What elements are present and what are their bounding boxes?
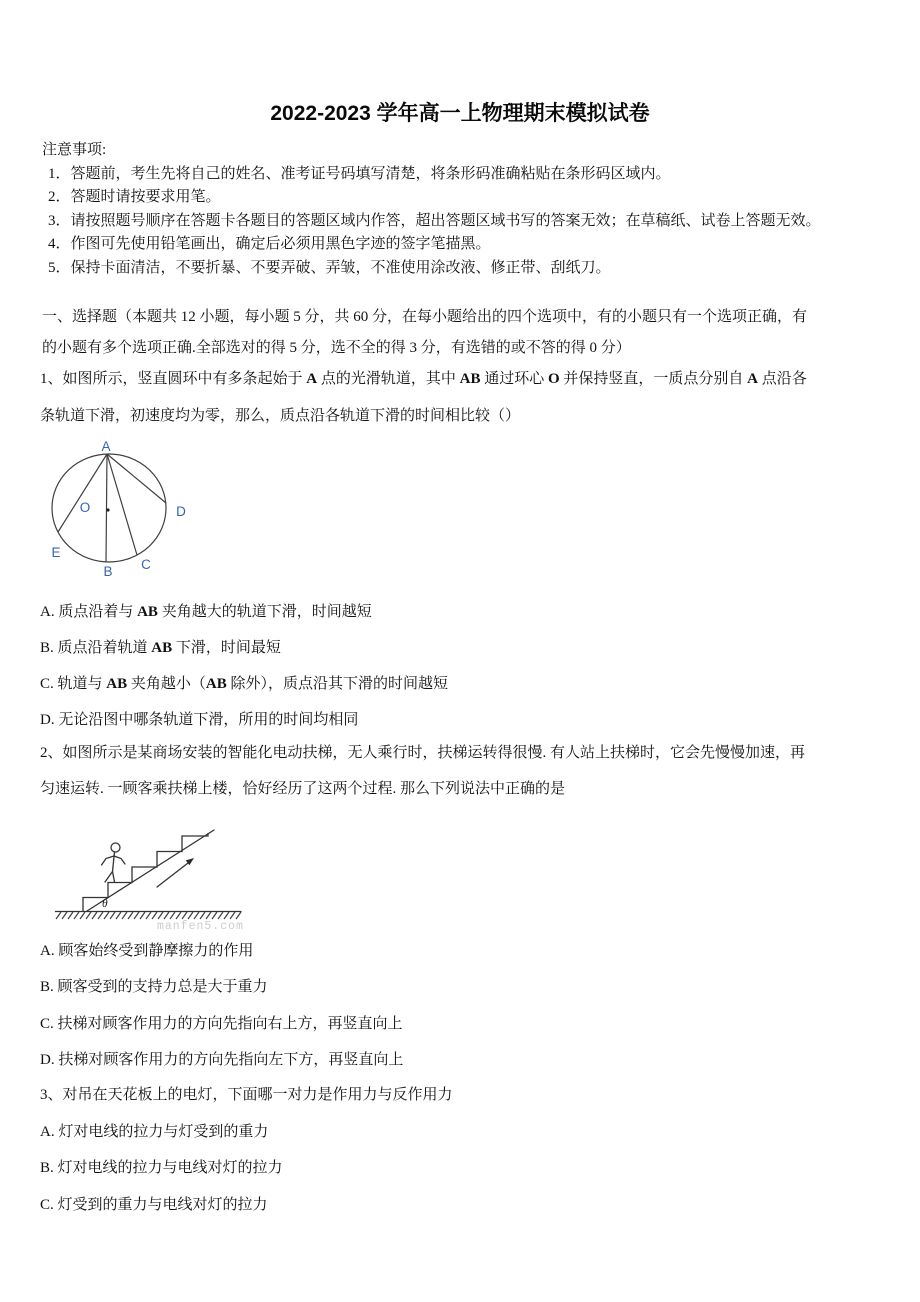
section-heading-line-2: 的小题有多个选项正确.全部选对的得 5 分，选不全的得 3 分，有选错的或不答的得 0 分） bbox=[42, 340, 631, 356]
q3-option-a: A. 灯对电线的拉力与灯受到的重力 bbox=[40, 1124, 269, 1140]
note-item-2: 2．答题时请按要求用笔。 bbox=[48, 189, 221, 205]
watermark-text: manfen5.com bbox=[157, 920, 244, 933]
circle-outline bbox=[52, 454, 166, 562]
question-1-text bbox=[40, 361, 895, 435]
escalator-diagram bbox=[55, 825, 255, 935]
section-heading-line-1: 一、选择题（本题共 12 小题，每小题 5 分，共 60 分，在每小题给出的四个选项中，有的小题只有一个选项正确，有 bbox=[42, 309, 808, 325]
notes-block bbox=[42, 139, 892, 280]
q1-option-a: A. 质点沿着与 AB 夹角越大的轨道下滑，时间越短 bbox=[40, 604, 372, 620]
question-3-options bbox=[40, 1114, 895, 1223]
notes-heading: 注意事项: bbox=[42, 142, 107, 158]
section-1-heading bbox=[42, 302, 892, 364]
question-1-line-1: 1、如图所示，竖直圆环中有多条起始于 A 点的光滑轨道，其中 AB 通过环心 O 并保持竖直，一质点分别自 A 点沿各 bbox=[40, 371, 807, 387]
q1-option-c: C. 轨道与 AB 夹角越小（AB 除外），质点沿其下滑的时间越短 bbox=[40, 676, 448, 692]
q2-option-b: B. 顾客受到的支持力总是大于重力 bbox=[40, 979, 268, 996]
question-3-text: 3、对吊在天花板上的电灯，下面哪一对力是作用力与反作用力 bbox=[40, 1087, 453, 1103]
track-line-ae bbox=[58, 454, 107, 532]
question-2-line-2: 匀速运转. 一顾客乘扶梯上楼，恰好经历了这两个过程. 那么下列说法中正确的是 bbox=[40, 781, 566, 797]
angle-theta-label: θ bbox=[102, 898, 108, 910]
q1-option-b: B. 质点沿着轨道 AB 下滑，时间最短 bbox=[40, 640, 281, 656]
q1-option-d: D. 无论沿图中哪条轨道下滑，所用的时间均相同 bbox=[40, 712, 359, 728]
q3-option-b: B. 灯对电线的拉力与电线对灯的拉力 bbox=[40, 1160, 283, 1177]
q2-option-a: A. 顾客始终受到静摩擦力的作用 bbox=[40, 943, 254, 959]
page-title: 2022-2023 学年高一上物理期末模拟试卷 bbox=[270, 102, 650, 125]
label-e: E bbox=[51, 545, 61, 560]
passenger-stick-figure bbox=[102, 843, 126, 882]
ground-hatching bbox=[56, 912, 241, 919]
question-1-line-2: 条轨道下滑，初速度均为零，那么，质点沿各轨道下滑的时间相比较（） bbox=[40, 408, 521, 424]
note-item-3: 3．请按照题号顺序在答题卡各题目的答题区域内作答，超出答题区域书写的答案无效；在草稿纸、试卷上答题无效。 bbox=[48, 212, 821, 229]
label-d: D bbox=[176, 504, 186, 519]
center-dot bbox=[106, 508, 109, 511]
question-2-text bbox=[40, 735, 895, 807]
question-2-options bbox=[40, 933, 895, 1078]
label-o: O bbox=[79, 500, 91, 515]
question-2-line-1: 2、如图所示是某商场安装的智能化电动扶梯，无人乘行时，扶梯运转得很慢. 有人站上扶梯时，它会先慢慢加速，再 bbox=[40, 745, 806, 761]
label-a: A bbox=[101, 439, 111, 454]
note-item-4: 4．作图可先使用铅笔画出，确定后必须用黑色字迹的签字笔描黑。 bbox=[48, 236, 491, 252]
track-line-ac bbox=[107, 454, 137, 555]
label-b: B bbox=[103, 564, 113, 579]
q2-option-d: D. 扶梯对顾客作用力的方向先指向左下方，再竖直向上 bbox=[40, 1051, 404, 1068]
question-1-options bbox=[40, 594, 895, 738]
circle-track-diagram bbox=[40, 436, 190, 586]
q3-option-c: C. 灯受到的重力与电线对灯的拉力 bbox=[40, 1196, 268, 1213]
label-c: C bbox=[141, 557, 151, 572]
note-item-5: 5．保持卡面清洁，不要折暴、不要弄破、弄皱，不准使用涂改液、修正带、刮纸刀。 bbox=[48, 259, 611, 276]
track-line-ab bbox=[106, 454, 107, 562]
q2-option-c: C. 扶梯对顾客作用力的方向先指向右上方，再竖直向上 bbox=[40, 1015, 403, 1032]
note-item-1: 1．答题前，考生先将自己的姓名、准考证号码填写清楚，将条形码准确粘贴在条形码区域内。 bbox=[48, 165, 671, 182]
